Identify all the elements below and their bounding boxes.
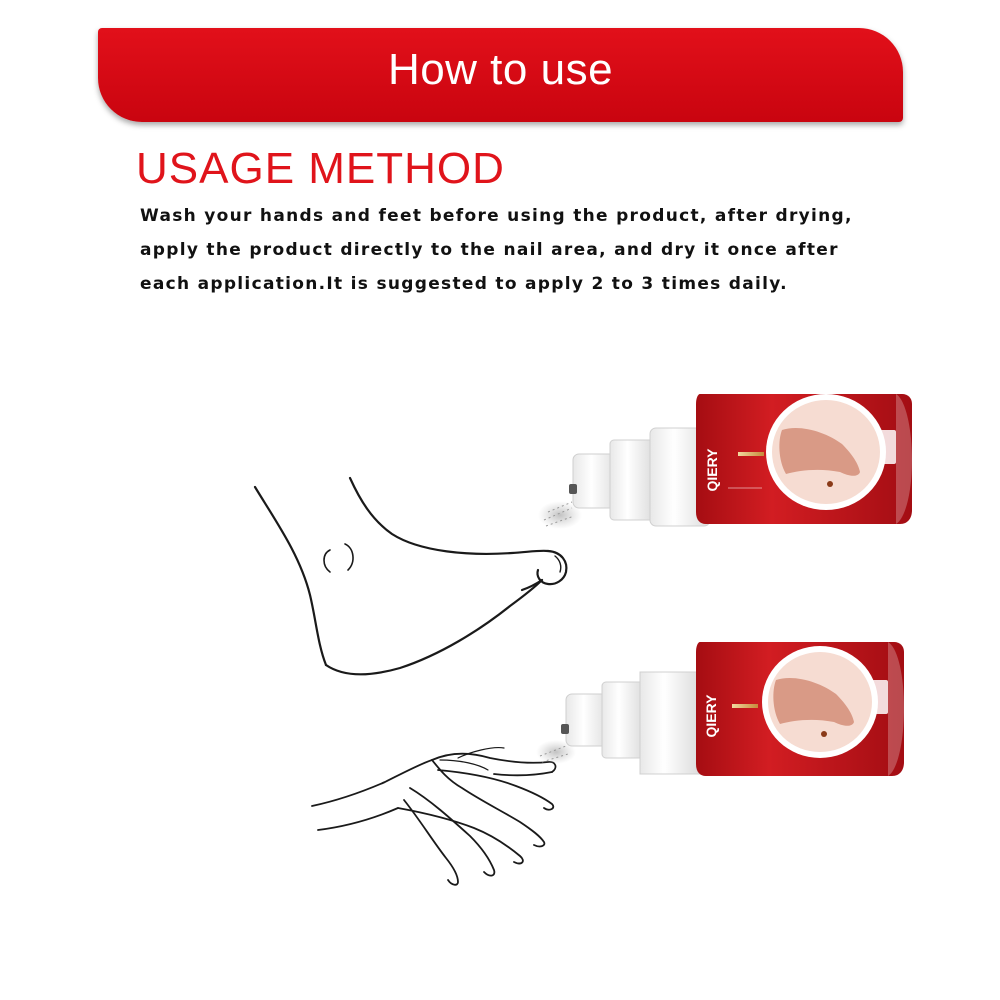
banner-title: How to use: [387, 45, 614, 94]
spray-bottle-bottom: [561, 642, 904, 776]
bottle-brand-top: QIERY: [704, 448, 720, 492]
usage-method-heading: USAGE METHOD: [136, 144, 505, 193]
bottle-brand-bottom: QIERY: [703, 694, 719, 738]
usage-line-2: apply the product directly to the nail area, and dry it once after: [140, 240, 839, 260]
foot-drawing: [255, 478, 566, 674]
usage-line-1: Wash your hands and feet before using the product, after drying,: [140, 206, 853, 226]
hand-drawing: [312, 748, 555, 885]
usage-line-3: each application.It is suggested to apply 2 to 3 times daily.: [140, 274, 788, 294]
spray-bottle-top: [569, 394, 912, 526]
